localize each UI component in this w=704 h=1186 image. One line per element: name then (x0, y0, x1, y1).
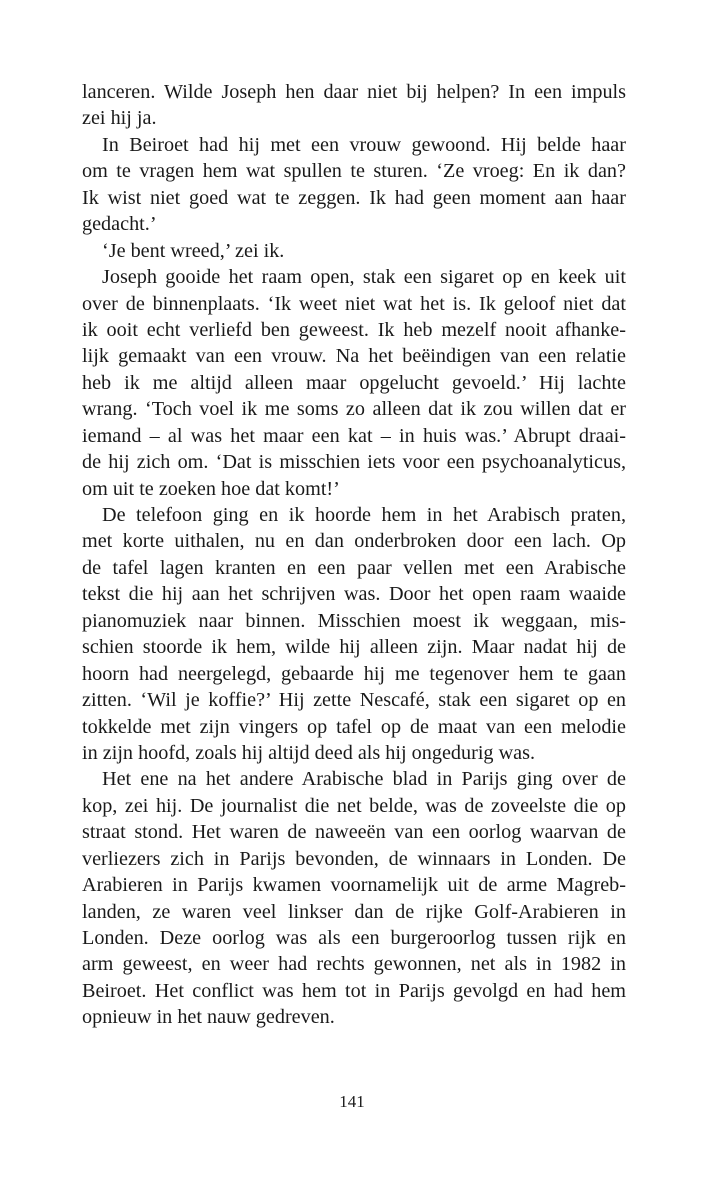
book-page-body (82, 79, 626, 1031)
text-line: Arabieren in Parijs kwamen voornamelijk uit de arme Magreb- (82, 874, 626, 897)
text-line: tokkelde met zijn vingers op tafel op de maat van een melodie (82, 715, 626, 738)
text-line: verliezers zich in Parijs bevonden, de winnaars in Londen. De (82, 847, 626, 870)
text-line: lanceren. Wilde Joseph hen daar niet bij helpen? In een impuls (82, 81, 626, 103)
text-line: hoorn had neergelegd, gebaarde hij me tegenover hem te gaan (82, 662, 626, 685)
text-line: heb ik me altijd alleen maar opgelucht gevoeld.’ Hij lachte (82, 371, 626, 394)
paragraph (82, 238, 626, 264)
paragraph (82, 264, 626, 502)
text-line: opnieuw in het nauw gedreven. (82, 1006, 335, 1029)
text-line: de hij zich om. ‘Dat is misschien iets voor een psychoanalyticus, (82, 451, 626, 474)
text-line: pianomuziek naar binnen. Misschien moest ik weggaan, mis- (82, 609, 626, 632)
text-line: straat stond. Het waren de naweeën van een oorlog waarvan de (82, 821, 626, 844)
text-line: zei hij ja. (82, 107, 157, 130)
paragraph (82, 79, 626, 132)
text-line: ik ooit echt verliefd ben geweest. Ik heb mezelf nooit afhanke- (82, 318, 626, 341)
text-line: arm geweest, en weer had rechts gewonnen, net als in 1982 in (82, 953, 626, 976)
text-line: over de binnenplaats. ‘Ik weet niet wat het is. Ik geloof niet dat (82, 292, 626, 315)
text-line: in zijn hoofd, zoals hij altijd deed als hij ongedurig was. (82, 741, 536, 764)
text-line: schien stoorde ik hem, wilde hij alleen zijn. Maar nadat hij de (82, 636, 626, 659)
paragraph (82, 766, 626, 1030)
text-line: Het ene na het andere Arabische blad in Parijs ging over de (102, 768, 626, 791)
text-line: De telefoon ging en ik hoorde hem in het Arabisch praten, (102, 504, 626, 526)
paragraph (82, 502, 626, 766)
text-line: met korte uithalen, nu en dan onderbroken door een lach. Op (82, 530, 626, 553)
text-line: om uit te zoeken hoe dat komt!’ (82, 477, 340, 500)
paragraph (82, 132, 626, 238)
text-line: In Beiroet had hij met een vrouw gewoond. Hij belde haar (102, 133, 626, 156)
text-line: landen, ze waren veel linkser dan de rijke Golf-Arabieren in (82, 900, 626, 923)
text-line: gedacht.’ (82, 213, 157, 236)
text-line: zitten. ‘Wil je koffie?’ Hij zette Nescafé, stak een sigaret op en (82, 689, 626, 712)
text-line: wrang. ‘Toch voel ik me soms zo alleen dat ik zou willen dat er (82, 398, 626, 421)
text-line: Beiroet. Het conflict was hem tot in Parijs gevolgd en had hem (82, 979, 626, 1002)
text-line: om te vragen hem wat spullen te sturen. ‘Ze vroeg: En ik dan? (82, 160, 626, 183)
text-line: tekst die hij aan het schrijven was. Door het open raam waaide (82, 583, 626, 606)
text-line: lijk gemaakt van een vrouw. Na het beëindigen van een relatie (82, 345, 626, 368)
text-line: Ik wist niet goed wat te zeggen. Ik had geen moment aan haar (82, 186, 626, 209)
page-number: 141 (339, 1092, 365, 1111)
text-line: ‘Je bent wreed,’ zei ik. (102, 239, 285, 262)
text-line: Joseph gooide het raam open, stak een sigaret op en keek uit (102, 266, 626, 289)
text-line: de tafel lagen kranten en een paar vellen met een Arabische (82, 556, 626, 579)
text-line: kop, zei hij. De journalist die net belde, was de zoveelste die op (82, 794, 626, 817)
text-line: Londen. Deze oorlog was als een burgeroorlog tussen rijk en (82, 927, 626, 949)
text-line: iemand – al was het maar een kat – in huis was.’ Abrupt draai- (82, 424, 626, 447)
